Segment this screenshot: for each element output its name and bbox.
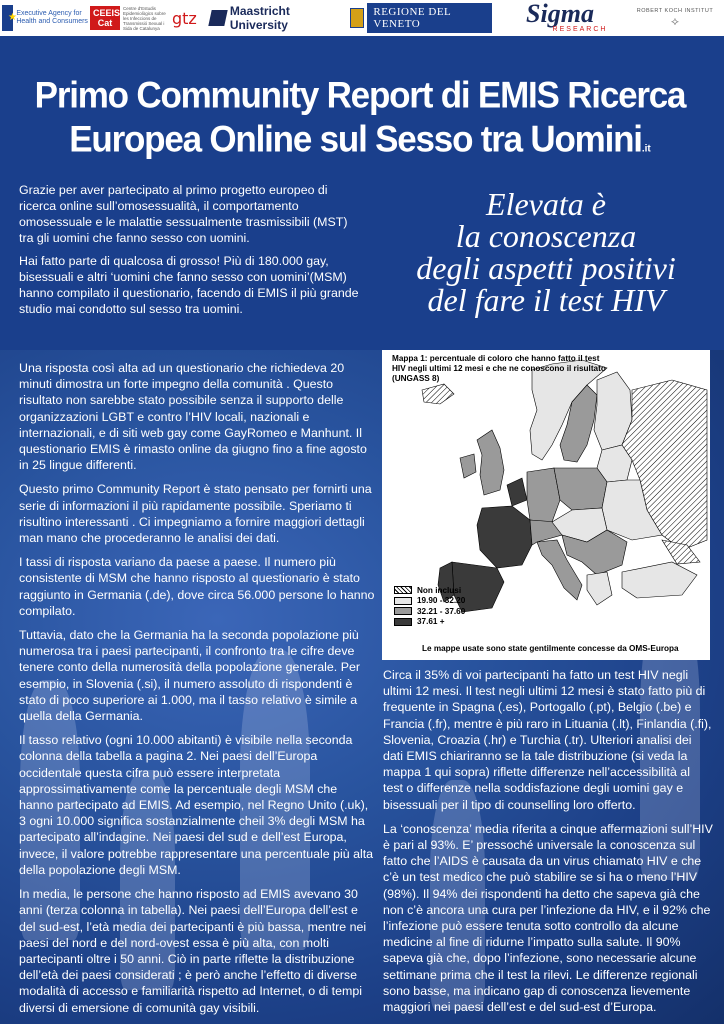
legend-item [394,606,465,617]
intro-paragraph-1: Grazie per aver partecipato al primo progetto europeo di ricerca online sull’omosessualità, il comportamento omosessuale e le malattie sessualmente trasmissibili (MST) tra gli uomini che fanno sesso con uomini. [19,183,348,245]
legend-item [394,585,465,596]
gtz-logo: gtz [172,8,197,28]
veneto-emblem-icon [350,8,364,28]
sigma-logo [500,0,620,36]
left-column [19,360,375,1024]
map-region-ireland [460,454,476,478]
title-line-1: Primo Community Report di EMIS Ricerca [34,74,686,116]
map-region-turkey [622,562,697,598]
legend-label: 19.90 - 32.20 [417,596,466,606]
title-line-2: Europea Online sul Sesso tra Uomini [69,118,642,160]
map-credit: Le mappe usate sono state gentilmente concesse da OMS-Europa [422,644,679,653]
legend-swatch [394,597,412,605]
ceeis-logo-text: Centre d'Estudis Epidemiològics sobre les Infeccions de Transmissió Sexual i Sida de Catalunya [123,5,166,31]
logo-bar [0,0,724,36]
maastricht-mark-icon [208,10,227,26]
map-region-france [477,506,532,568]
rki-logo-text: ROBERT KOCH INSTITUT [636,7,714,14]
left-paragraph-4: Tuttavia, dato che la Germania ha la seconda popolazione più numerosa tra i paesi partecipanti, il confronto tra le cifre deve tenere conto della numerosità della popolazione generale. Per esempio, in Slovenia (.si), il numero assoluto di rispondenti è stato di poco superiore ai 1.000, ma il tasso relativo è simile a quella della Germania. [19,628,360,724]
sigma-logo-text: Sigma [526,0,594,28]
legend-label: Non inclusi [417,585,462,595]
headline-line-3: degli aspetti positivi [416,250,676,286]
legend-label: 32.21 - 37.60 [417,606,466,616]
legend-swatch [394,607,412,615]
legend-item [394,596,465,607]
rki-mark-icon: ⟡ [671,13,679,28]
title-suffix: .it [641,142,651,155]
veneto-logo [350,0,492,36]
headline-line-1: Elevata è [486,186,606,222]
ceeis-logo-box: CEEIS Cat [90,6,120,30]
intro-text [19,182,361,324]
map-legend [394,585,465,627]
sigma-logo-subtext: RESEARCH [552,26,608,33]
map-title: Mappa 1: percentuale di coloro che hanno fatto il test HIV negli ultimi 12 mesi e che ne conoscono il risultato (UNGASS 8) [392,354,606,383]
eu-flag-icon [2,5,13,31]
maastricht-logo [210,0,350,36]
left-paragraph-1: Una risposta così alta ad un questionario che richiedeva 20 minuti dimostra un forte impegno della comunità . Questo risultato non sarebbe stato possibile senza il supporto delle organizzazioni LGBT e contro l’HIV locali, nazionali e internazionali, e di siti web gay come GayRomeo e Manhunt. Il questionario EMIS è rimasto online da giugno fino a fine agosto in 25 lingue differenti. [19,361,367,473]
map-region-poland [554,468,607,510]
left-paragraph-2: Questo primo Community Report è stato pensato per fornirti una serie di informazioni il più rapidamente possibile. Speriamo ti risultino interessanti . Ci impegniamo a fornire maggiori dettagli man mano che procederanno le analisi dei dati. [19,482,372,546]
left-paragraph-5: Il tasso relativo (ogni 10.000 abitanti) è visibile nella seconda colonna della tabella a pagina 2. Nei paesi dell’Europa occidentale questa cifra può essere interpretata approssimativamente come la percentuale degli MSM che hanno partecipato ad EMIS. Ad esempio, nel Regno Unito (.uk), 3 ogni 10.000 significa sostanzialmente cheil 3% degli MSM ha partecipato all’indagine. Nei paesi del sud e dell’est Europa, invece, il valore potrebbe rappresentare una percentuale più alta della popolazione degli MSM. [19,733,374,877]
intro-paragraph-2: Hai fatto parte di qualcosa di grosso! Più di 180.000 gay, bisessuali e altri ‘uomini che fanno sesso con uomini’(MSM) hanno compilato il questionario, facendo di EMIS il più grande studio mai condotto sul sesso tra uomini. [19,254,359,316]
map-region-uk [477,430,504,495]
headline-line-2: la conoscenza [455,218,637,254]
headline [378,188,714,316]
eahc-logo-text: Executive Agency for Health and Consumers [16,10,88,25]
right-paragraph-2: La ‘conoscenza’ media riferita a cinque affermazioni sull’HIV è pari al 93%. E’ pressoché universale la conoscenza sul fatto che l’AIDS è causata da un virus chiamato HIV e che c’è un test medico che può stabilire se si ha o meno l’HIV (98%). Il 94% dei rispondenti ha detto che sapeva già che non c’è ancora una cura per l’infezione da HIV, e il 92% che l’infezione può essere tenuta sotto controllo da alcune medicine al fine di ridurne l’impatto sulla salute. Il 90% sapeva già che, dopo l’infezione, sono necessarie alcune settimane prima che il test la rilevi. Le differenze regionali sono basse, ma indicano gap di conoscenza lievemente maggiori nei paesi dell’est e del sud-est d’Europa. [383,821,713,1015]
rki-logo [628,0,722,36]
map-region-benelux [507,478,527,506]
title-line-2-wrap [10,118,710,172]
left-paragraph-3: I tassi di risposta variano da paese a paese. Il numero più consistente di MSM che hanno risposto al questionario è stato raggiunto in Germania (.de), dove circa 56.000 persone lo hanno compilato. [19,555,375,618]
legend-swatch [394,618,412,626]
map-region-iceland [422,384,454,404]
headline-line-4: del fare il test HIV [427,282,665,318]
veneto-logo-text: REGIONE DEL VENETO [367,3,492,33]
legend-label: 37.61 + [417,617,445,627]
right-paragraph-1: Circa il 35% di voi partecipanti ha fatto un test HIV negli ultimi 12 mesi. Il test negli ultimi 12 mesi è stato fatto più di frequente in Spagna (.es), Portogallo (.pt), Belgio (.be) e Francia (.fr), mentre è più raro in Lituania (.lt), Finlandia (.fi), Slovenia, Croazia (.hr) e Turchia (.tr). Ulteriori analisi dei dati EMIS chiariranno se la tale distribuzione (si veda la mappa 1 qui sopra) riflette differenze nell’accessibilità al test o differenze nella soddisfazione degli uomini gay e bisessuali per il tipo di counselling loro offerto. [383,668,712,812]
page-title [10,74,710,172]
left-paragraph-6: In media, le persone che hanno risposto ad EMIS avevano 30 anni (terza colonna in tabella). Nei paesi dell’Europa dell’est e del sud-est, l’età media dei partecipanti è più bassa, mentre nei paesi del nord e del nord-ovest essa è più alta, con molti partecipanti oltre i 50 anni. Ciò in parte riflette la distribuzione dell’età dei paesi considerati ; è però anche l’effetto di diverse modalità di accesso e familiarità rispetto ad Internet, o di tempi diversi di emersione di comunità gay visibili. [19,887,367,1015]
legend-swatch [394,586,412,594]
ceeis-logo [90,0,168,36]
right-column [383,667,713,1023]
map-region-greece [587,572,612,605]
europe-map-figure [382,350,710,660]
eahc-logo [2,0,88,36]
legend-item [394,617,465,628]
map-region-germany [527,468,560,522]
maastricht-logo-text: Maastricht University [229,4,290,32]
